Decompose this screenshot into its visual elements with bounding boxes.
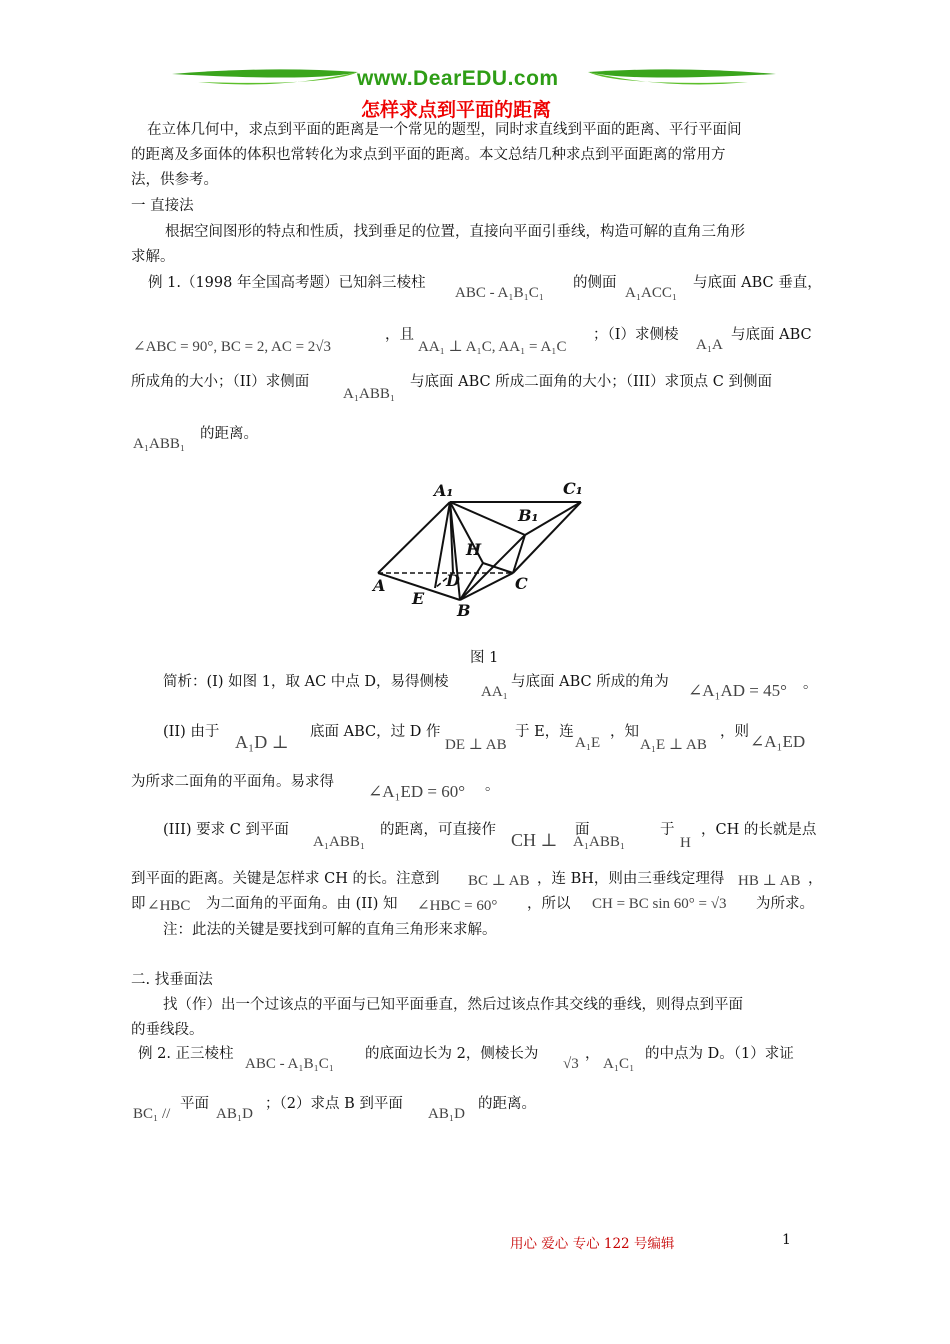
example-1-math: ABC - A₁B₁C₁: [455, 285, 545, 301]
analysis-3-text: (III) 要求 C 到平面: [163, 822, 289, 838]
analysis-2-math: A₁E ⊥ AB: [640, 737, 707, 753]
analysis-3-text: ，CH 的长就是点: [701, 822, 817, 838]
example-1-math: A₁A: [696, 337, 723, 353]
analysis-3-text: 于: [660, 822, 675, 838]
analysis-3-text: ，: [808, 871, 823, 887]
analysis-2-text: 为所求二面角的平面角。易求得: [131, 774, 334, 790]
example-1-math: A₁ACC₁: [625, 285, 678, 301]
label-b1: B₁: [518, 506, 539, 525]
example-1-text: ，且: [385, 327, 414, 343]
analysis-1-math: AA₁: [481, 684, 508, 700]
analysis-3-math: CH ⊥: [511, 830, 558, 850]
analysis-2-text: 。: [485, 778, 500, 794]
analysis-2-math: A₁D ⊥: [235, 732, 289, 752]
analysis-1-text: 简析：(I) 如图 1，取 AC 中点 D，易得侧棱: [163, 674, 449, 690]
analysis-3-text: 为二面角的平面角。由 (II) 知: [206, 896, 398, 912]
example-1-text: 与底面 ABC 所成二面角的大小；（III）求顶点 C 到侧面: [410, 374, 772, 390]
analysis-2-math: A₁E: [575, 735, 601, 751]
analysis-note: 注：此法的关键是要找到可解的直角三角形来求解。: [163, 922, 497, 938]
analysis-2-math: ∠A₁ED = 60°: [368, 782, 465, 801]
example-2-text: 的距离。: [478, 1096, 536, 1112]
analysis-3-math: A₁ABB₁: [313, 834, 366, 850]
example-2-text: ，: [585, 1046, 600, 1062]
example-1-math: A₁ABB₁: [133, 436, 186, 452]
intro-line-3: 法，供参考。: [131, 172, 218, 188]
section-1-heading: 一 直接法: [131, 198, 194, 214]
page-number: 1: [782, 1232, 791, 1248]
example-1-math: A₁ABB₁: [343, 386, 396, 402]
example-2-math: A₁C₁: [603, 1056, 635, 1072]
example-2-math: AB₁D: [428, 1106, 465, 1122]
analysis-2-math: ∠A₁ED: [750, 732, 806, 751]
figure-1-caption: 图 1: [470, 650, 499, 666]
analysis-3-text: 面: [575, 822, 590, 838]
example-2-text: ；（2）求点 B 到平面: [265, 1096, 403, 1112]
section-2-desc-2: 的垂线段。: [131, 1022, 204, 1038]
section-1-desc-1: 根据空间图形的特点和性质，找到垂足的位置，直接向平面引垂线，构造可解的直角三角形: [165, 224, 745, 240]
example-1-text: 所成角的大小；（II）求侧面: [131, 374, 310, 390]
analysis-3-math: ∠HBC: [147, 898, 191, 914]
analysis-3-math: HB ⊥ AB: [738, 873, 801, 889]
analysis-1-math: ∠A₁AD = 45°: [688, 681, 787, 700]
label-c1: C₁: [563, 479, 583, 498]
analysis-3-math: ∠HBC = 60°: [417, 898, 498, 914]
label-h: H: [466, 540, 482, 559]
example-1-text: 的距离。: [200, 426, 258, 442]
label-d: D: [446, 571, 460, 590]
analysis-2-text: 于 E，连: [515, 724, 574, 740]
example-1-text: 与底面 ABC 垂直，: [693, 275, 822, 291]
analysis-3-text: ，所以: [527, 896, 571, 912]
label-c: C: [515, 574, 528, 593]
analysis-2-text: ，则: [720, 724, 749, 740]
analysis-3-math: H: [680, 835, 691, 851]
site-logo-text: www.DearEDU.com: [357, 67, 559, 90]
example-2-math: √3: [563, 1056, 579, 1072]
example-2-text: 平面: [180, 1096, 209, 1112]
example-1-math: AA₁ ⊥ A₁C, AA₁ = A₁C: [418, 339, 567, 355]
analysis-3-math: CH = BC sin 60° = √3: [592, 896, 727, 912]
intro-line-1: 在立体几何中，求点到平面的距离是一个常见的题型，同时求直线到平面的距离、平行平面间: [147, 122, 742, 138]
label-b: B: [457, 601, 471, 620]
example-1-text: 的侧面: [573, 275, 617, 291]
example-1-text: 与底面 ABC: [731, 327, 812, 343]
analysis-3-text: 到平面的距离。关键是怎样求 CH 的长。注意到: [131, 871, 440, 887]
example-1-text: 例 1.（1998 年全国高考题）已知斜三棱柱: [148, 275, 426, 291]
example-2-text: 例 2. 正三棱柱: [138, 1046, 234, 1062]
section-2-heading: 二. 找垂面法: [131, 972, 213, 988]
intro-line-2: 的距离及多面体的体积也常转化为求点到平面的距离。本文总结几种求点到平面距离的常用方: [131, 147, 726, 163]
example-1-math: ∠ABC = 90°, BC = 2, AC = 2√3: [133, 339, 332, 355]
label-e: E: [412, 589, 425, 608]
analysis-1-text: 。: [803, 676, 818, 692]
example-2-text: 的中点为 D。（1）求证: [645, 1046, 794, 1062]
label-a: A: [373, 576, 386, 595]
analysis-3-math: A₁ABB₁: [573, 834, 626, 850]
footer-credit: 用心 爱心 专心 122 号编辑: [510, 1236, 675, 1252]
example-2-text: 的底面边长为 2，侧棱长为: [365, 1046, 539, 1062]
analysis-2-text: (II) 由于: [163, 724, 220, 740]
analysis-2-math: DE ⊥ AB: [445, 737, 507, 753]
analysis-3-text: 为所求。: [756, 896, 814, 912]
edge-a1-b1: [450, 502, 525, 535]
analysis-2-text: 底面 ABC，过 D 作: [310, 724, 441, 740]
example-2-math: AB₁D: [216, 1106, 253, 1122]
analysis-3-math: BC ⊥ AB: [468, 873, 530, 889]
analysis-3-text: 即: [131, 896, 146, 912]
figure-1-prism: [365, 475, 595, 620]
page-title: 怎样求点到平面的距离: [361, 99, 552, 121]
analysis-1-text: 与底面 ABC 所成的角为: [511, 674, 669, 690]
analysis-3-text: ，连 BH，则由三垂线定理得: [537, 871, 725, 887]
analysis-3-text: 的距离，可直接作: [380, 822, 496, 838]
analysis-2-text: ，知: [610, 724, 639, 740]
example-2-math: ABC - A₁B₁C₁: [245, 1056, 335, 1072]
example-1-text: ；（I）求侧棱: [593, 327, 679, 343]
label-a1: A₁: [434, 481, 454, 500]
section-2-desc-1: 找（作）出一个过该点的平面与已知平面垂直，然后过该点作其交线的垂线，则得点到平面: [163, 997, 743, 1013]
example-2-math: BC₁ //: [133, 1106, 171, 1122]
section-1-desc-2: 求解。: [131, 249, 175, 265]
